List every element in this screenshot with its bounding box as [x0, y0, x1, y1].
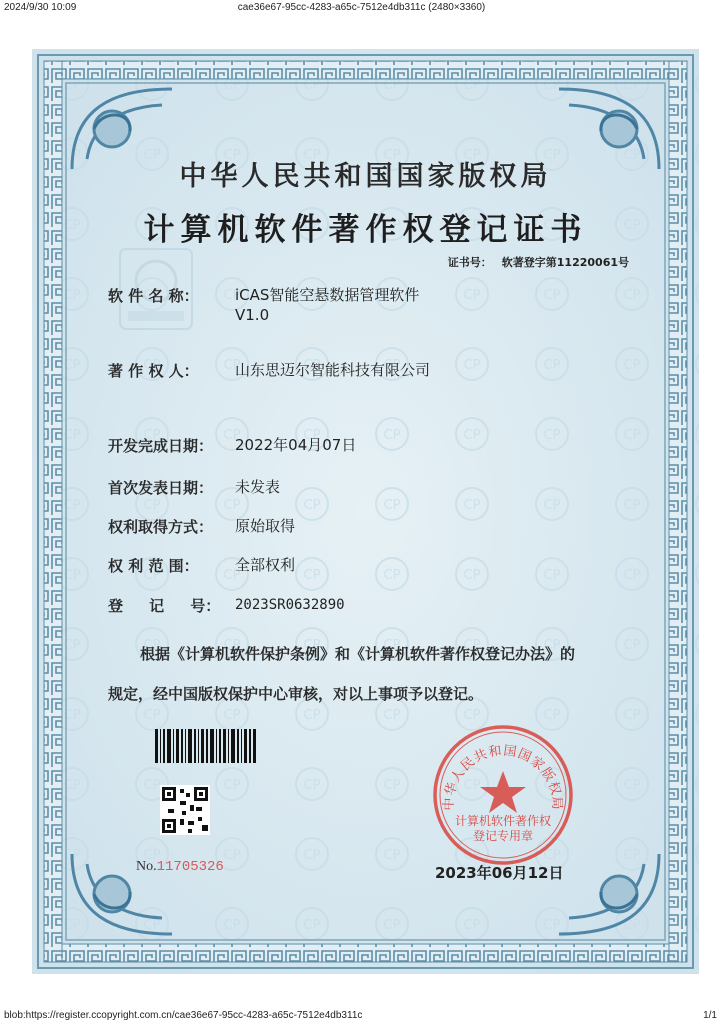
- field-label-registration-number: 登 记 号：: [108, 597, 221, 615]
- field-value-acquisition-method: 原始取得: [235, 517, 296, 535]
- seal-text: [435, 727, 571, 863]
- field-label-rights-scope: 权 利 范 围：: [108, 557, 199, 575]
- field-label-copyright-owner: 著 作 权 人：: [108, 362, 199, 380]
- svg-text:中华人民共和国国家版权局: [441, 744, 564, 811]
- field-value-publication-date: 未发表: [235, 478, 281, 496]
- print-footer-url: blob:https://register.ccopyright.com.cn/cae36e67-95cc-4283-a65c-7512e4db311c: [4, 1010, 363, 1021]
- certificate-number: [448, 254, 629, 270]
- field-label-acquisition-method: 权利取得方式：: [108, 518, 214, 536]
- serial-number: [136, 859, 224, 875]
- issue-date: 2023年06月12日: [435, 864, 564, 882]
- seal-inner-line2: 登记专用章: [472, 829, 534, 843]
- software-version: V1.0: [235, 306, 270, 324]
- issuing-office-title: 中华人民共和国国家版权局: [179, 161, 552, 192]
- seal-inner-line1: 计算机软件著作权: [454, 814, 552, 828]
- print-footer-page-count: 1/1: [703, 1010, 717, 1021]
- field-label-completion-date: 开发完成日期：: [108, 437, 214, 455]
- certificate: [32, 49, 699, 974]
- print-header: [0, 0, 723, 16]
- print-footer: [0, 1009, 723, 1024]
- legal-statement: [108, 634, 638, 714]
- field-value-completion-date: 2022年04月07日: [235, 436, 357, 454]
- legal-statement-line2: 规定，经中国版权保护中心审核，对以上事项予以登记。: [108, 685, 484, 703]
- certificate-text: [32, 49, 699, 974]
- legal-statement-line1: 根据《计算机软件保护条例》和《计算机软件著作权登记办法》的: [140, 645, 576, 663]
- seal-outer-text: 中华人民共和国国家版权局: [441, 743, 565, 811]
- certificate-number-value: 软著登字第11220061号: [501, 256, 629, 269]
- field-value-copyright-owner: 山东思迈尔智能科技有限公司: [235, 361, 431, 379]
- field-value-registration-number: 2023SR0632890: [235, 597, 345, 613]
- field-value-software-name: [235, 285, 419, 325]
- field-label-publication-date: 首次发表日期：: [108, 479, 214, 497]
- field-label-software-name: 软 件 名 称：: [108, 287, 199, 305]
- certificate-title: 计算机软件著作权登记证书: [143, 212, 588, 248]
- serial-digits: 11705326: [156, 859, 224, 875]
- print-document-title: cae36e67-95cc-4283-a65c-7512e4db311c (2480×3360): [237, 2, 486, 13]
- serial-prefix: No.: [136, 859, 157, 874]
- software-name-line1: iCAS智能空悬数据管理软件: [235, 286, 420, 304]
- print-datetime: 2024/9/30 10:09: [4, 2, 77, 13]
- field-value-rights-scope: 全部权利: [235, 556, 296, 574]
- certificate-number-label: 证书号：: [447, 256, 492, 269]
